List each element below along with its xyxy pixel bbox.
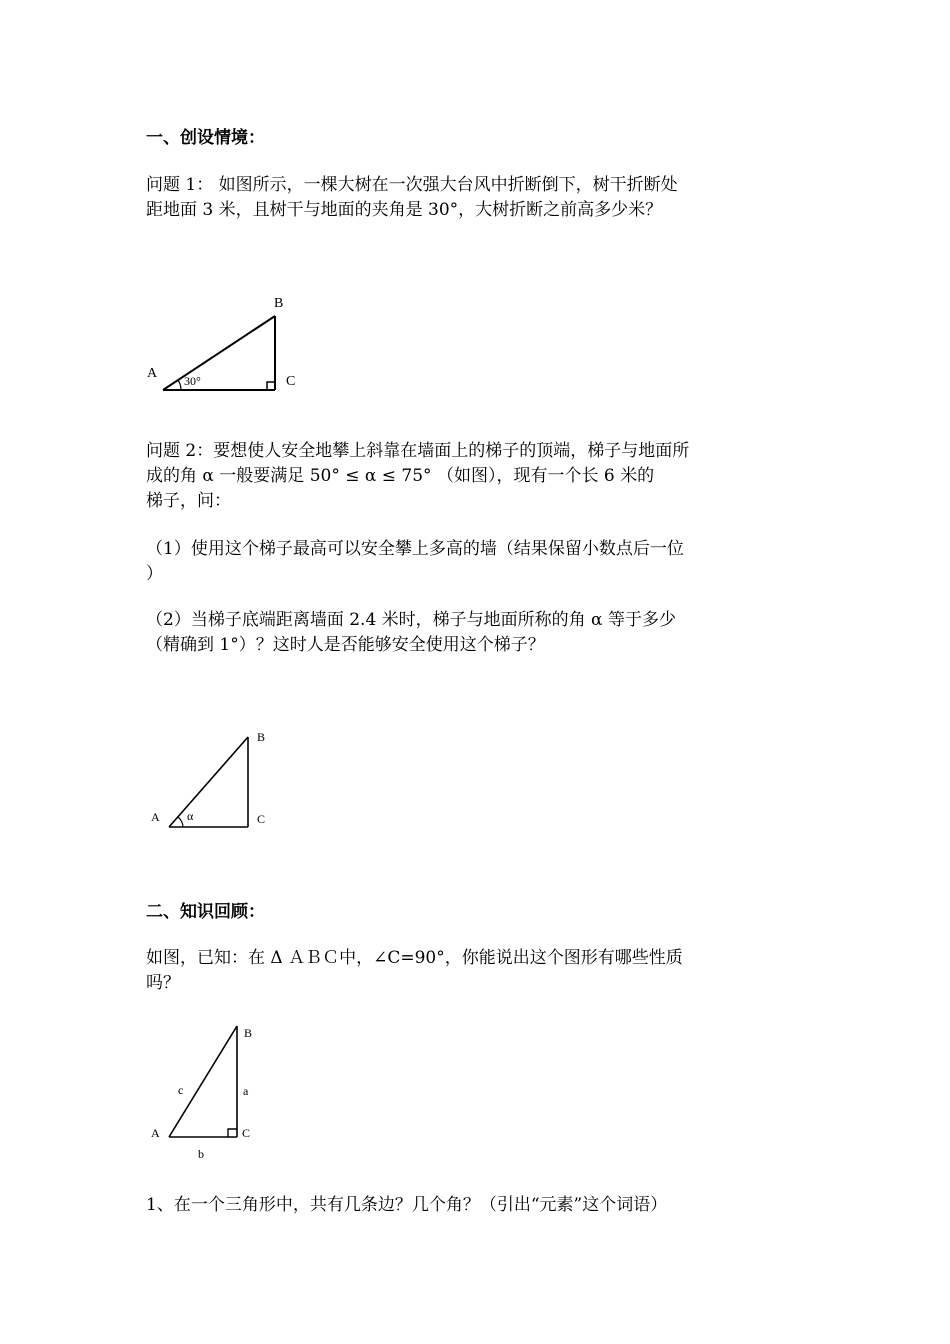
problem-2-question-2	[146, 608, 808, 658]
figure-3-label-a: A	[151, 1126, 160, 1140]
problem-2-question-2-line-1: （2）当梯子底端距离墙面 2.4 米时，梯子与地面所称的角 α 等于多少	[146, 610, 676, 630]
section-heading-situation: 一、创设情境：	[146, 128, 265, 148]
figure-1-label-c: C	[286, 374, 296, 389]
figure-2-triangle	[145, 724, 275, 834]
problem-2-question-1-line-2: ）	[146, 564, 163, 584]
review-question-1: 1、在一个三角形中，共有几条边？几个角？（引出“元素”这个词语）	[146, 1195, 668, 1215]
figure-3-side-c	[169, 1026, 237, 1137]
figure-1-label-a: A	[147, 366, 158, 381]
review-intro-line-2: 吗？	[146, 973, 180, 993]
review-intro-line-1: 如图，已知：在 Δ ＡＢＣ中，∠C=90°，你能说出这个图形有哪些性质	[146, 948, 683, 968]
problem-2-question-1-line-1: （1）使用这个梯子最高可以安全攀上多高的墙（结果保留小数点后一位	[146, 539, 684, 559]
figure-3-triangle	[145, 1018, 275, 1164]
figure-2-label-c: C	[257, 812, 266, 826]
figure-3-side-label-a: a	[243, 1084, 249, 1098]
figure-1-triangle	[140, 288, 310, 400]
figure-3-label-b: B	[244, 1026, 253, 1040]
problem-2-text	[146, 439, 808, 514]
figure-1-right-angle-mark	[267, 382, 275, 390]
figure-1-side-ab	[163, 316, 275, 390]
problem-1-line-2: 距地面 3 米，且树干与地面的夹角是 30°，大树折断之前高多少米？	[146, 200, 663, 220]
problem-2-line-1: 问题 2：要想使人安全地攀上斜靠在墙面上的梯子的顶端，梯子与地面所	[146, 441, 690, 461]
figure-2-angle-arc	[178, 817, 183, 827]
figure-1-angle-arc	[178, 380, 181, 390]
figure-1-label-b: B	[274, 296, 284, 311]
problem-2-line-3: 梯子，问：	[146, 491, 231, 511]
problem-2-question-1	[146, 537, 808, 587]
section-heading-review: 二、知识回顾：	[146, 902, 265, 922]
problem-2-question-2-line-2: （精确到 1°）？这时人是否能够安全使用这个梯子？	[146, 635, 545, 655]
figure-2-label-a: A	[151, 810, 160, 824]
figure-2-angle-label: α	[187, 809, 194, 823]
figure-2-label-b: B	[257, 730, 266, 744]
figure-1-angle-label: 30°	[184, 374, 201, 388]
figure-3-label-c: C	[242, 1126, 251, 1140]
figure-3-side-label-b: b	[198, 1147, 204, 1161]
problem-1-text	[146, 173, 808, 223]
figure-3-side-label-c: c	[178, 1083, 184, 1097]
problem-2-line-2: 成的角 α 一般要满足 50° ≤ α ≤ 75° （如图），现有一个长 6 米的	[146, 466, 655, 486]
review-intro-text	[146, 946, 808, 996]
figure-3-right-angle-mark	[228, 1129, 237, 1137]
problem-1-line-1: 问题 1： 如图所示，一棵大树在一次强大台风中折断倒下，树干折断处	[146, 175, 678, 195]
figure-2-side-ab	[169, 737, 248, 827]
